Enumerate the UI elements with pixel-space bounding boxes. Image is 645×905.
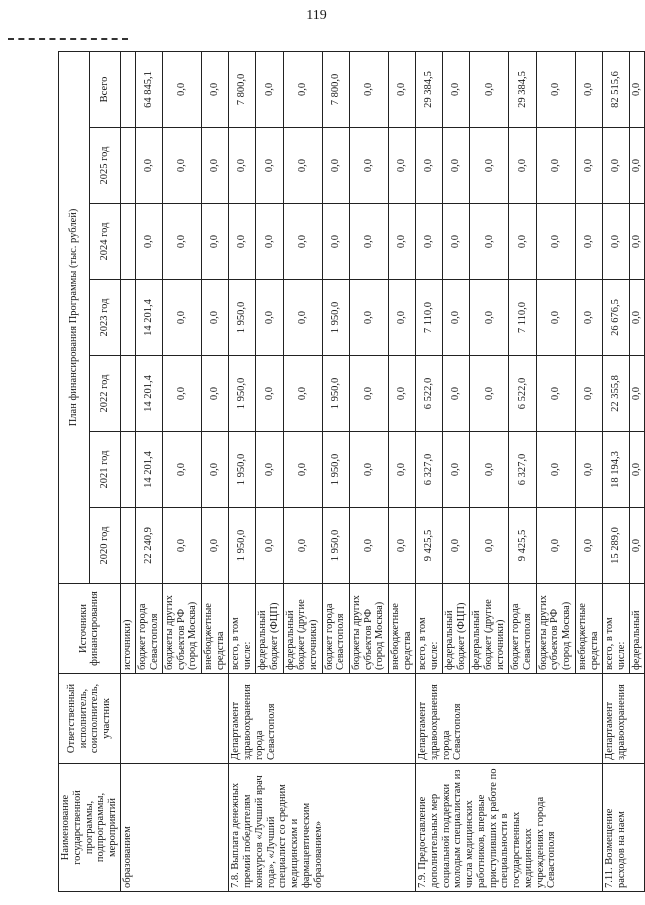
year-value: 0,0	[443, 280, 470, 356]
header-year: 2020 год	[89, 508, 120, 584]
year-value: 0,0	[256, 432, 283, 508]
year-value: 6 522,0	[509, 356, 536, 432]
funding-source: всего, в том числе:	[229, 584, 256, 674]
responsible-executor: Департамент здравоохранения города Севастополя	[229, 674, 416, 764]
year-value: 0,0	[602, 204, 629, 280]
total-value: 29 384,5	[509, 51, 536, 127]
responsible-executor	[120, 674, 229, 764]
year-value: 0,0	[162, 128, 201, 204]
year-value: 0,0	[536, 432, 575, 508]
header-responsible: Ответственный исполнитель, соисполнитель, участник	[59, 674, 121, 764]
year-value: 0,0	[443, 128, 470, 204]
year-value: 0,0	[536, 508, 575, 584]
rotated-table-container	[58, 52, 643, 892]
year-value: 0,0	[443, 508, 470, 584]
total-value: 0,0	[202, 51, 229, 127]
year-value: 26 676,5	[602, 280, 629, 356]
header-year: 2023 год	[89, 280, 120, 356]
total-value: 0,0	[470, 51, 509, 127]
year-value: 0,0	[575, 356, 602, 432]
year-value: 22 240,9	[135, 508, 162, 584]
header-year: 2021 год	[89, 432, 120, 508]
year-value: 0,0	[229, 204, 256, 280]
year-value: 0,0	[256, 280, 283, 356]
year-value: 0,0	[575, 508, 602, 584]
header-name: Наименование государственной программы, подпрограммы, мероприятий	[59, 764, 121, 892]
measure-name: 7.8. Выплата денежных премий победителям конкурсов «Лучший врач года», «Лучший специалист со средним медицинским и фармацевтическим образованием»	[229, 764, 416, 892]
funding-source: федеральный	[630, 584, 645, 674]
rotated-page-frame	[58, 52, 643, 892]
table-row	[120, 51, 135, 891]
year-value	[120, 128, 135, 204]
year-value: 1 950,0	[322, 356, 349, 432]
responsible-executor: Департамент здравоохранения	[602, 674, 644, 764]
header-year: 2024 год	[89, 204, 120, 280]
year-value: 0,0	[283, 204, 322, 280]
year-value: 6 522,0	[416, 356, 443, 432]
year-value: 0,0	[575, 432, 602, 508]
year-value: 0,0	[135, 128, 162, 204]
total-value: 0,0	[283, 51, 322, 127]
year-value: 0,0	[256, 356, 283, 432]
year-value: 0,0	[388, 356, 415, 432]
year-value: 0,0	[349, 508, 388, 584]
total-value: 0,0	[443, 51, 470, 127]
funding-source: источники)	[120, 584, 135, 674]
header-row-top	[59, 51, 90, 891]
year-value: 6 327,0	[416, 432, 443, 508]
total-value: 29 384,5	[416, 51, 443, 127]
total-value: 7 800,0	[229, 51, 256, 127]
year-value	[120, 508, 135, 584]
year-value: 7 110,0	[416, 280, 443, 356]
total-value: 0,0	[536, 51, 575, 127]
year-value: 0,0	[388, 128, 415, 204]
header-divider	[8, 38, 128, 42]
total-value: 0,0	[349, 51, 388, 127]
year-value: 0,0	[202, 280, 229, 356]
year-value: 0,0	[509, 128, 536, 204]
table-body	[120, 51, 645, 891]
funding-source: федеральный бюджет (ФЦП)	[256, 584, 283, 674]
funding-source: федеральный бюджет (другие источники)	[283, 584, 322, 674]
year-value: 0,0	[349, 432, 388, 508]
year-value: 0,0	[388, 432, 415, 508]
year-value: 0,0	[162, 508, 201, 584]
year-value: 0,0	[388, 508, 415, 584]
year-value: 0,0	[470, 508, 509, 584]
funding-source: федеральный бюджет (ФЦП)	[443, 584, 470, 674]
funding-source: всего, в том числе:	[416, 584, 443, 674]
year-value: 1 950,0	[229, 280, 256, 356]
year-value: 0,0	[256, 508, 283, 584]
funding-source: внебюджетные средства	[575, 584, 602, 674]
year-value: 0,0	[135, 204, 162, 280]
measure-name: 7.9. Предоставление дополнительных мер социальной поддержки молодым специалистам из числа медицинских работников, впервые приступивших к работе по специальности в государственных медицинских учреждениях города Севастополя	[416, 764, 603, 892]
year-value: 7 110,0	[509, 280, 536, 356]
total-value	[120, 51, 135, 127]
year-value: 0,0	[283, 356, 322, 432]
year-value: 0,0	[602, 128, 629, 204]
funding-source: бюджет города Севастополя	[322, 584, 349, 674]
year-value: 0,0	[630, 356, 645, 432]
year-value: 14 201,4	[135, 432, 162, 508]
year-value: 0,0	[509, 204, 536, 280]
year-value: 0,0	[202, 204, 229, 280]
year-value: 0,0	[470, 356, 509, 432]
year-value: 18 194,3	[602, 432, 629, 508]
year-value: 0,0	[470, 280, 509, 356]
year-value: 0,0	[443, 432, 470, 508]
header-total: Всего	[89, 51, 120, 127]
year-value: 0,0	[162, 356, 201, 432]
funding-source: бюджеты других субъектов РФ (город Москва)	[536, 584, 575, 674]
total-value: 0,0	[256, 51, 283, 127]
funding-source: всего, в том числе:	[602, 584, 629, 674]
year-value: 1 950,0	[229, 356, 256, 432]
year-value: 0,0	[575, 280, 602, 356]
header-year: 2022 год	[89, 356, 120, 432]
year-value: 0,0	[536, 356, 575, 432]
year-value: 0,0	[630, 280, 645, 356]
year-value: 1 950,0	[322, 432, 349, 508]
year-value	[120, 280, 135, 356]
funding-source: бюджет города Севастополя	[135, 584, 162, 674]
year-value: 0,0	[536, 128, 575, 204]
year-value: 0,0	[283, 508, 322, 584]
year-value: 0,0	[283, 280, 322, 356]
total-value: 0,0	[630, 51, 645, 127]
year-value	[120, 204, 135, 280]
year-value: 0,0	[630, 432, 645, 508]
year-value	[120, 432, 135, 508]
year-value: 0,0	[443, 356, 470, 432]
header-year: 2025 год	[89, 128, 120, 204]
total-value: 7 800,0	[322, 51, 349, 127]
year-value: 0,0	[162, 280, 201, 356]
year-value: 0,0	[536, 204, 575, 280]
year-value: 14 201,4	[135, 280, 162, 356]
year-value: 0,0	[575, 128, 602, 204]
year-value: 0,0	[283, 128, 322, 204]
year-value: 0,0	[162, 204, 201, 280]
header-plan-title: План финансирования Программы (тыс. рублей)	[59, 51, 90, 583]
year-value: 0,0	[349, 204, 388, 280]
year-value: 0,0	[162, 432, 201, 508]
year-value: 0,0	[470, 204, 509, 280]
year-value: 6 327,0	[509, 432, 536, 508]
year-value: 0,0	[630, 508, 645, 584]
year-value: 9 425,5	[509, 508, 536, 584]
year-value: 0,0	[256, 128, 283, 204]
funding-source: бюджеты других субъектов РФ (город Москва)	[349, 584, 388, 674]
year-value: 1 950,0	[229, 508, 256, 584]
year-value: 0,0	[202, 128, 229, 204]
year-value: 0,0	[575, 204, 602, 280]
year-value: 0,0	[322, 128, 349, 204]
year-value: 0,0	[388, 204, 415, 280]
year-value: 9 425,5	[416, 508, 443, 584]
total-value: 82 515,6	[602, 51, 629, 127]
funding-source: бюджет города Севастополя	[509, 584, 536, 674]
year-value: 0,0	[388, 280, 415, 356]
table-row	[229, 51, 256, 891]
year-value: 0,0	[349, 280, 388, 356]
year-value: 0,0	[630, 204, 645, 280]
year-value: 22 355,8	[602, 356, 629, 432]
funding-source: внебюджетные средства	[202, 584, 229, 674]
year-value: 14 201,4	[135, 356, 162, 432]
year-value: 1 950,0	[322, 280, 349, 356]
measure-name: 7.11. Возмещение расходов на наем	[602, 764, 644, 892]
page-number: 119	[306, 8, 327, 23]
year-value: 15 289,0	[602, 508, 629, 584]
year-value: 0,0	[416, 204, 443, 280]
year-value: 0,0	[470, 128, 509, 204]
total-value: 0,0	[575, 51, 602, 127]
year-value: 0,0	[349, 128, 388, 204]
responsible-executor: Департамент здравоохранения города Севастополя	[416, 674, 603, 764]
year-value: 0,0	[322, 204, 349, 280]
year-value	[120, 356, 135, 432]
year-value: 0,0	[536, 280, 575, 356]
table-row	[602, 51, 629, 891]
year-value: 0,0	[229, 128, 256, 204]
year-value: 0,0	[443, 204, 470, 280]
year-value: 0,0	[630, 128, 645, 204]
year-value: 0,0	[202, 432, 229, 508]
funding-source: внебюджетные средства	[388, 584, 415, 674]
funding-source: федеральный бюджет (другие источники)	[470, 584, 509, 674]
funding-source: бюджеты других субъектов РФ (город Москва)	[162, 584, 201, 674]
table-row	[416, 51, 443, 891]
year-value: 0,0	[416, 128, 443, 204]
year-value: 0,0	[283, 432, 322, 508]
year-value: 0,0	[349, 356, 388, 432]
total-value: 0,0	[162, 51, 201, 127]
financing-table	[58, 51, 645, 892]
year-value: 0,0	[202, 356, 229, 432]
total-value: 64 845,1	[135, 51, 162, 127]
total-value: 0,0	[388, 51, 415, 127]
year-value: 0,0	[470, 432, 509, 508]
year-value: 0,0	[202, 508, 229, 584]
year-value: 0,0	[256, 204, 283, 280]
year-value: 1 950,0	[322, 508, 349, 584]
year-value: 1 950,0	[229, 432, 256, 508]
header-sources: Источники финансирования	[59, 584, 121, 674]
measure-name: образованием	[120, 764, 229, 892]
